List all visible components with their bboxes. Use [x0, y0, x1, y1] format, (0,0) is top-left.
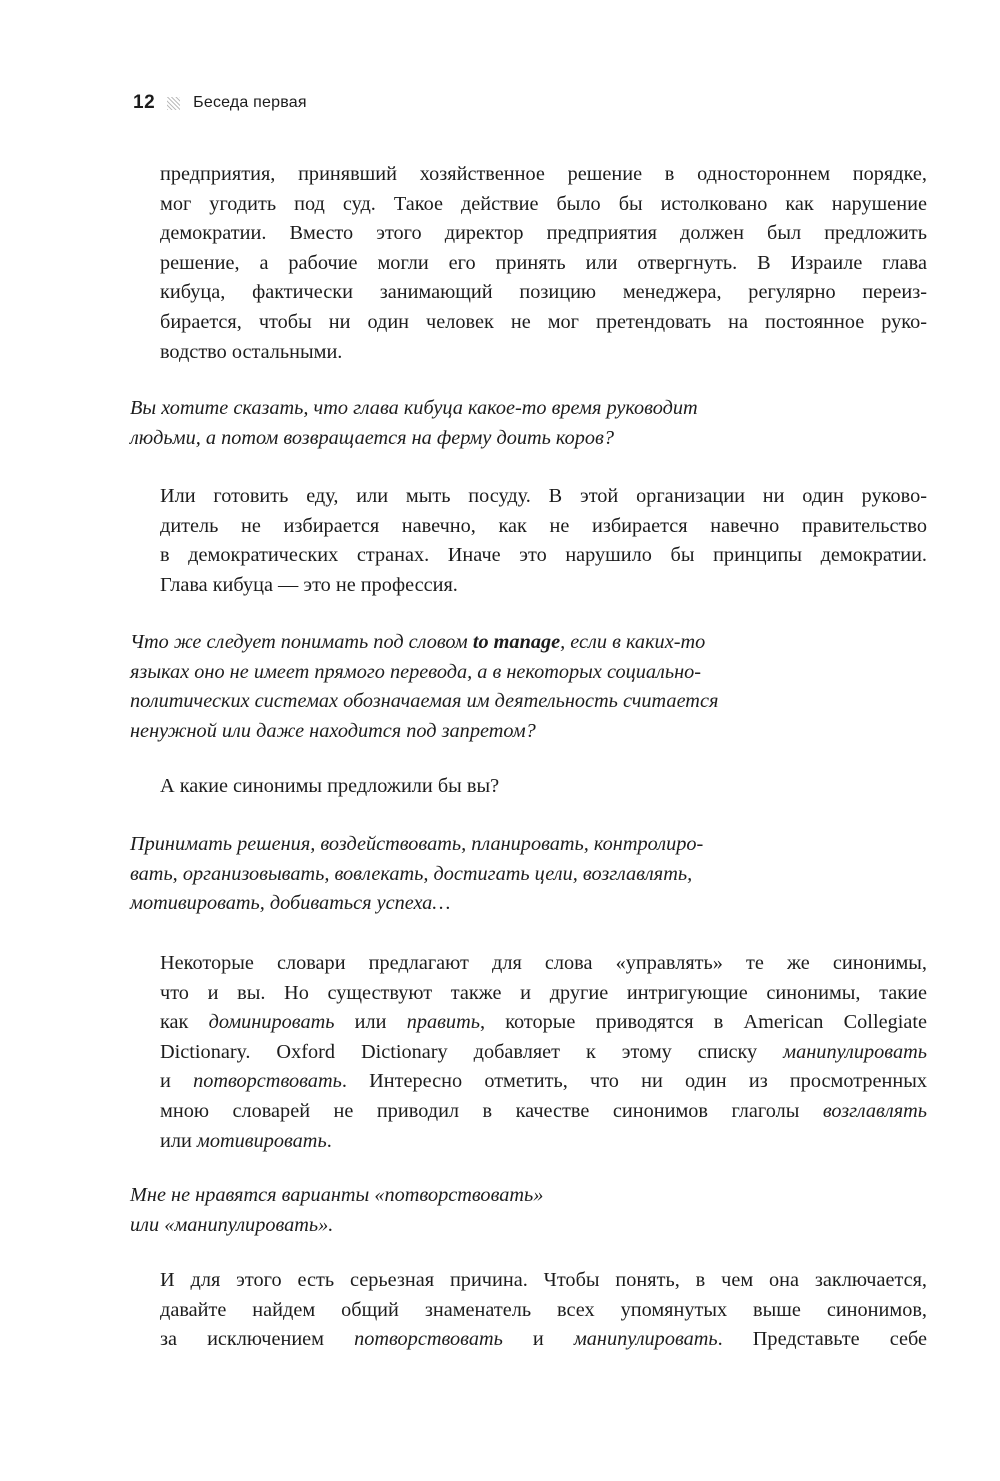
page-number: 12: [133, 92, 156, 113]
text-line: как доминировать или править, которые приводятся в American Collegiate: [160, 1011, 927, 1034]
text-line: Что же следует понимать под словом to manage, если в каких-то: [130, 631, 706, 653]
text-line: предприятия, принявший хозяйственное решение в одностороннем порядке,: [160, 163, 927, 185]
text-line: Или готовить еду, или мыть посуду. В этой организации ни один руково-: [160, 485, 927, 507]
text-line: Принимать решения, воздействовать, планировать, контролиро-: [130, 833, 704, 855]
running-header: [133, 92, 307, 114]
text-line: в демократических странах. Иначе это нарушило бы принципы демократии.: [160, 544, 927, 567]
answer-paragraph: [160, 160, 927, 367]
text-line: Dictionary. Oxford Dictionary добавляет к этому списку манипулировать: [160, 1040, 927, 1063]
text-line: или «манипулировать».: [130, 1213, 334, 1236]
text-line: мною словарей не приводил в качестве синонимов глаголы возглавлять: [160, 1099, 927, 1122]
text-line: и потворствовать. Интересно отметить, что ни один из просмотренных: [160, 1070, 927, 1093]
question-paragraph: [130, 394, 850, 453]
text-line: что и вы. Но существуют также и другие интригующие синонимы, такие: [160, 981, 927, 1004]
answer-paragraph: [160, 949, 927, 1156]
text-line: политических системах обозначаемая им деятельность считается: [130, 690, 719, 713]
text-line: Мне не нравятся варианты «потворствовать»: [130, 1184, 544, 1206]
text-line: языках оно не имеет прямого перевода, а в некоторых социально-: [130, 660, 702, 683]
text-line: И для этого есть серьезная причина. Чтобы понять, в чем она заключается,: [160, 1269, 927, 1291]
question-paragraph: [130, 628, 850, 746]
text-line: людьми, а потом возвращается на ферму доить коров?: [130, 426, 615, 449]
text-line: водство остальными.: [160, 340, 343, 363]
text-line: мог угодить под суд. Такое действие было бы истолковано как нарушение: [160, 192, 927, 215]
text-line: демократии. Вместо этого директор предприятия должен был предложить: [160, 222, 927, 245]
text-line: бирается, чтобы ни один человек не мог претендовать на постоянное руко-: [160, 310, 927, 333]
answer-paragraph: [160, 482, 927, 600]
text-line: кибуца, фактически занимающий позицию менеджера, регулярно переиз-: [160, 281, 927, 304]
question-paragraph: [130, 830, 850, 919]
term-to-manage: to manage: [472, 631, 561, 653]
text-line: решение, а рабочие могли его принять или отвергнуть. В Израиле глава: [160, 251, 927, 274]
chapter-title: Беседа первая: [193, 94, 307, 111]
answer-paragraph: [160, 772, 927, 802]
text-line: мотивировать, добиваться успеха…: [130, 892, 451, 915]
text-line: давайте найдем общий знаменатель всех упомянутых выше синонимов,: [160, 1298, 927, 1321]
text-line: ненужной или даже находится под запретом?: [130, 719, 536, 742]
question-paragraph: [130, 1181, 850, 1240]
text-line: Некоторые словари предлагают для слова «управлять» те же синонимы,: [160, 952, 927, 974]
text-line: Глава кибуца — это не профессия.: [160, 573, 458, 596]
text-line: или мотивировать.: [160, 1129, 332, 1152]
text-line: вать, организовывать, вовлекать, достигать цели, возглавлять,: [130, 862, 693, 885]
text-line: Вы хотите сказать, что глава кибуца какое-то время руководит: [130, 397, 698, 419]
answer-paragraph: [160, 1266, 927, 1355]
header-ornament-icon: [167, 97, 180, 110]
text-line: А какие синонимы предложили бы вы?: [160, 775, 500, 797]
text-line: за исключением потворствовать и манипулировать. Представьте себе: [160, 1328, 928, 1351]
text-line: дитель не избирается навечно, как не избирается навечно правительство: [160, 514, 927, 537]
